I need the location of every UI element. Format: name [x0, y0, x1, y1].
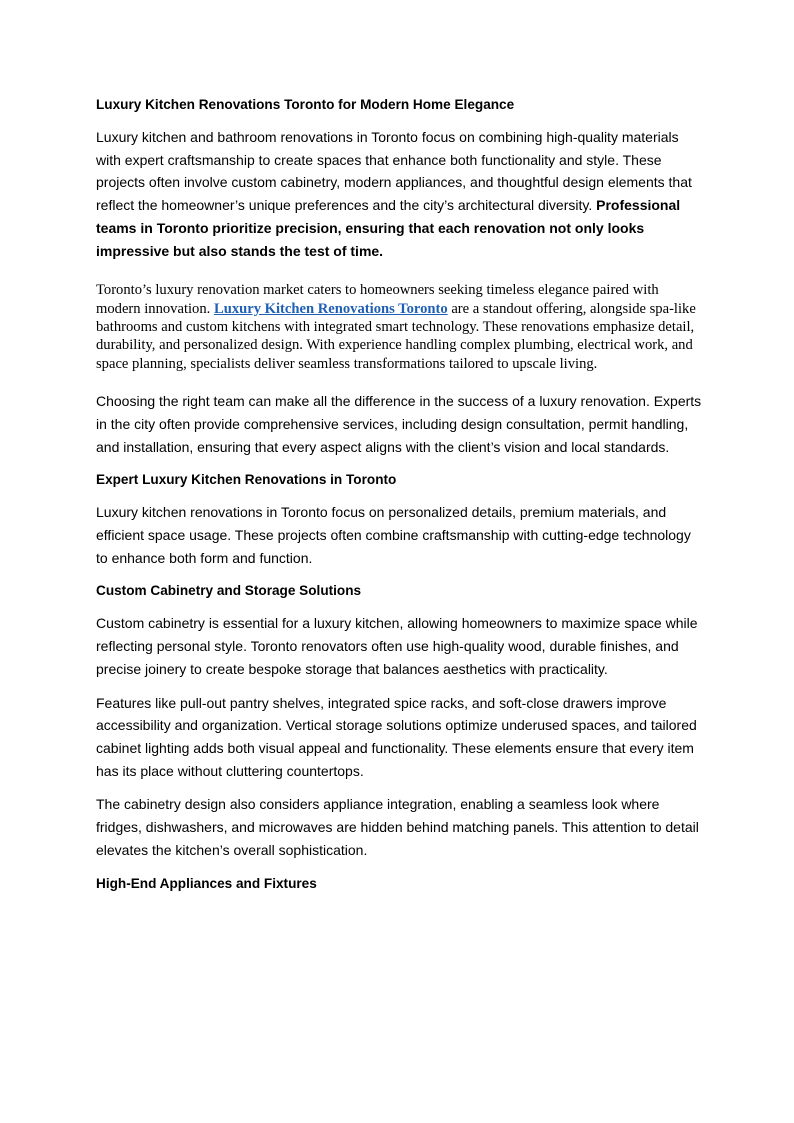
section-heading-cabinetry: Custom Cabinetry and Storage Solutions [96, 583, 362, 599]
cabinetry-paragraph-2: Features like pull-out pantry shelves, integrated spice racks, and soft-close drawers improve accessibility and organization. Vertical storage solutions optimize underused spaces, and tailored cabinet lighting adds both visual appeal and functionality. These elements ensure that every item has its place without cluttering countertops. [96, 694, 697, 779]
intro-bold-text: Professional teams in Toronto prioritize precision, ensuring that each renovation not only looks impressive but also stands the test of time. [96, 197, 681, 259]
expert-paragraph: Luxury kitchen renovations in Toronto focus on personalized details, premium materials, and efficient space usage. These projects often combine craftsmanship with cutting-edge technology to enhance both form and function. [96, 504, 691, 566]
page-title: Luxury Kitchen Renovations Toronto for Modern Home Elegance [96, 97, 515, 112]
market-text-before: Toronto’s luxury renovation market caters to homeowners seeking timeless elegance paired with modern innovation. [96, 282, 659, 317]
market-paragraph [96, 281, 702, 373]
intro-text: Luxury kitchen and bathroom renovations in Toronto focus on combining high-quality materials with expert craftsmanship to create spaces that enhance both functionality and style. These projects often involve custom cabinetry, modern appliances, and thoughtful design elements that reflect the homeowner’s unique preferences and the city’s architectural diversity. [96, 129, 692, 214]
cabinetry-paragraph-1: Custom cabinetry is essential for a luxury kitchen, allowing homeowners to maximize space while reflecting personal style. Toronto renovators often use high-quality wood, durable finishes, and precise joinery to create bespoke storage that balances aesthetics with practicality. [96, 615, 698, 677]
market-text-after: are a standout offering, alongside spa-like bathrooms and custom kitchens with integrated smart technology. These renovations emphasize detail, durability, and personalized design. With experience handling complex plumbing, electrical work, and space planning, specialists deliver seamless transformations tailored to upscale living. [96, 300, 696, 372]
team-paragraph: Choosing the right team can make all the difference in the success of a luxury renovation. Experts in the city often provide comprehensive services, including design consultation, permit handling, and installation, ensuring that every aspect aligns with the client’s vision and local standards. [96, 393, 702, 455]
intro-paragraph [96, 126, 702, 262]
kitchen-renovations-link[interactable]: Luxury Kitchen Renovations Toronto [213, 300, 448, 317]
section-heading-expert: Expert Luxury Kitchen Renovations in Toronto [96, 472, 397, 488]
document-page [96, 94, 702, 905]
section-heading-appliances: High-End Appliances and Fixtures [96, 875, 317, 891]
cabinetry-paragraph-3: The cabinetry design also considers appliance integration, enabling a seamless look where fridges, dishwashers, and microwaves are hidden behind matching panels. This attention to detail elevates the kitchen’s overall sophistication. [96, 796, 699, 858]
